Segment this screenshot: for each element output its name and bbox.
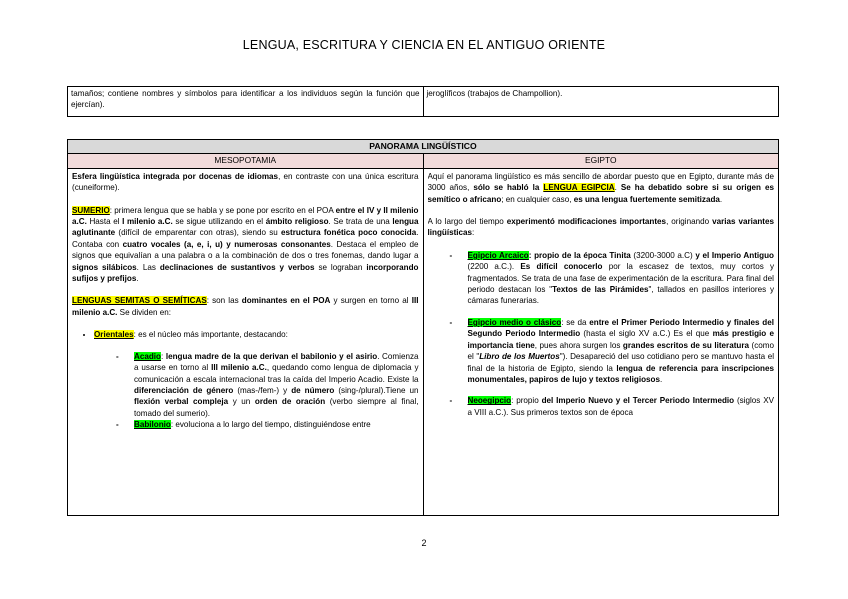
semitas-paragraph: LENGUAS SEMITAS O SEMÍTICAS: son las dominantes en el POA y surgen en torno al III milenio a.C. Se dividen en: (72, 296, 419, 317)
sumerio-term: SUMERIO (72, 205, 110, 215)
egipto-variants-intro: A lo largo del tiempo experimentó modificaciones importantes, originando varias variantes lingüísticas: (427, 217, 774, 238)
panorama-table (67, 139, 779, 516)
neoegipcio-term: Neoegipcio (467, 396, 512, 406)
meso-intro: Esfera lingüística integrada por docenas de idiomas, en contraste con una única escritura (cuneiforme). (72, 171, 419, 193)
semitas-term: LENGUAS SEMITAS O SEMÍTICAS (72, 296, 207, 306)
column-header-egipto: EGIPTO (423, 154, 779, 168)
list-item-egipcio-medio: - Egipcio medio o clásico: se da entre el Primer Periodo Intermedio y finales del Segundo Periodo Intermedio (hasta el siglo XV a.C.) Es el que más prestigio e importancia tiene, pues ahora surgen los grandes escritos de su literatura (como el "Libro de los Muertos"). Desapareció del uso cotidiano pero se mantuvo hasta el final de la historia de Egipto, siendo la lengua de referencia para inscripciones monumentales, papiros de lujo y textos religiosos. (468, 317, 775, 385)
sumerio-paragraph: SUMERIO: primera lengua que se habla y se pone por escrito en el POA entre el IV y II milenio a.C. Hasta el I milenio a.C. se sigue utilizando en el ámbito religioso. Se trata de una lengua aglutinante (difícil de emparentar con otras), siendo su estructura fonética poco conocida. Contaba con cuatro vocales (a, e, i, u) y numerosas consonantes. Destaca el empleo de signos que equivalían a una palabra o a la combinación de dos o tres fonemas, dando lugar a signos silábicos. Las declinaciones de sustantivos y verbos se lograban incorporando sufijos y prefijos. (72, 205, 419, 284)
continuation-cell-left: tamaños; contiene nombres y símbolos para identificar a los individuos según la función que ejercían). (68, 87, 424, 117)
medio-term: Egipcio medio o clásico (467, 317, 562, 327)
list-item-neoegipcio: - Neoegipcio: propio del Imperio Nuevo y el Tercer Periodo Intermedio (siglos XV a VIII a.C.). Sus primeros textos son de época (468, 395, 775, 418)
acadio-term: Acadio (134, 351, 161, 361)
list-item-babilonio: - Babilonio: evoluciona a lo largo del tiempo, distinguiéndose entre (134, 419, 419, 430)
continuation-cell-right: jeroglíficos (trabajos de Champollion). (423, 87, 779, 117)
page-title: LENGUA, ESCRITURA Y CIENCIA EN EL ANTIGUO ORIENTE (242, 38, 606, 52)
mesopotamia-cell (68, 168, 424, 515)
babilonio-term: Babilonio (134, 420, 171, 430)
list-item-orientales: • Orientales: es el núcleo más importante, destacando: - Acadio: lengua madre de la que derivan el babilonio y el asirio. Comienza a usarse en torno al III milenio a.C., quedando como lengua de diplomacia y comunicación a escala internacional tras la caída del Imperio Acadio. Existe la diferenciación de género (mas-/fem-) y de número (sing-/plural).Tiene un flexión verbal compleja y un orden de oración (verbo siempre al final, tomado del sumerio). - Babilonio: evoluciona a lo largo del tiempo, distinguiéndose entre (94, 329, 419, 430)
egipto-intro: Aquí el panorama lingüístico es más sencillo de abordar puesto que en Egipto, durante más de 3000 años, sólo se habló la LENGUA EGIPCIA. Se ha debatido sobre si su origen es semítico o africano; en cualquier caso, es una lengua fuertemente semitizada. (427, 171, 774, 204)
page-number: 2 (421, 538, 427, 548)
orientales-sublist (94, 351, 419, 431)
column-header-mesopotamia: MESOPOTAMIA (68, 154, 424, 168)
continuation-table (67, 86, 779, 117)
list-item-egipcio-arcaico: - Egipcio Arcaico: propio de la época Tinita (3200-3000 a.C) y el Imperio Antiguo (2200 a.C.). Es difícil conocerlo por la escasez de textos, muy cortos y fragmentados. Se trata de una fase de experimentación de la escritura. Para final del periodo destacan los "Textos de las Pirámides", tallados en pasillos interiores y cámaras funerarias. (468, 250, 775, 307)
list-item-acadio: - Acadio: lengua madre de la que derivan el babilonio y el asirio. Comienza a usarse en torno al III milenio a.C., quedando como lengua de diplomacia y comunicación a escala internacional tras la caída del Imperio Acadio. Existe la diferenciación de género (mas-/fem-) y de número (sing-/plural).Tiene un flexión verbal compleja y un orden de oración (verbo siempre al final, tomado del sumerio). (134, 351, 419, 419)
egipto-cell (423, 168, 779, 515)
panorama-heading: PANORAMA LINGÜÍSTICO (68, 140, 779, 154)
egipto-variants-list (428, 250, 775, 418)
orientales-term: Orientales (94, 330, 134, 340)
lengua-egipcia-term: LENGUA EGIPCIA (543, 183, 615, 193)
semitas-list (72, 329, 419, 430)
arcaico-term: Egipcio Arcaico (467, 250, 529, 260)
